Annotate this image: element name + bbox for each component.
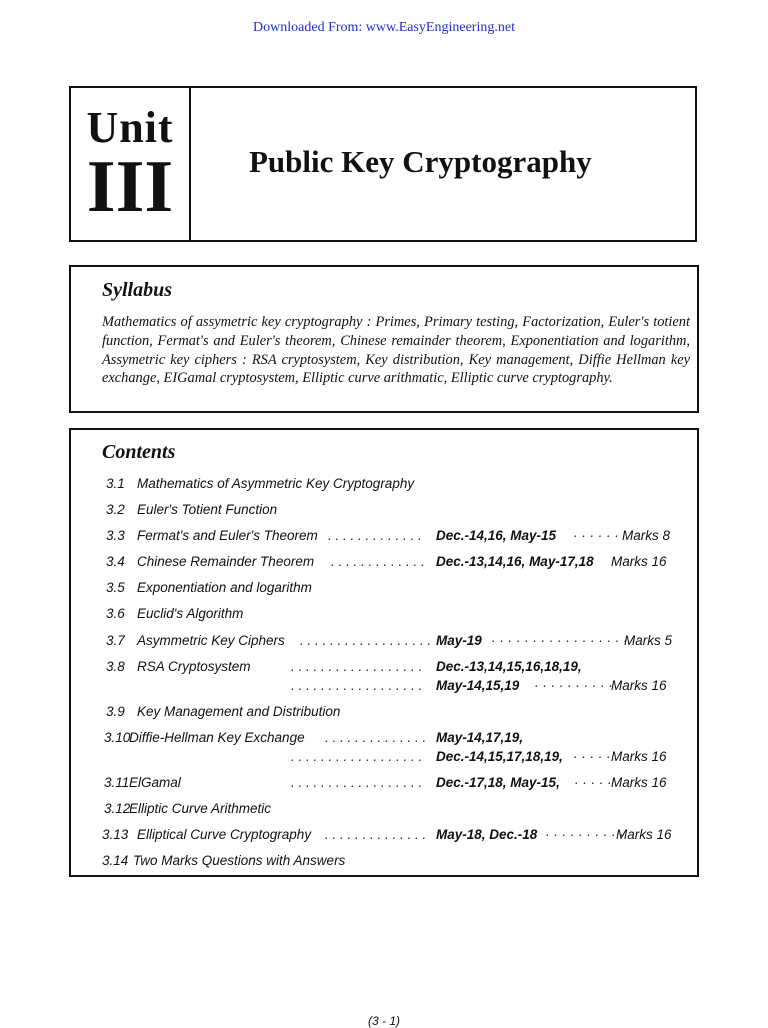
toc-leader-dots: . . . . . . . . . . . . . .: [325, 730, 427, 745]
toc-leader-dots: . . . . . . . . . . . . . .: [325, 827, 427, 842]
toc-marks: Marks 16: [611, 678, 667, 693]
toc-title: Asymmetric Key Ciphers: [137, 633, 285, 648]
toc-number: 3.4: [106, 554, 125, 569]
toc-title: Elliptic Curve Arithmetic: [129, 801, 272, 816]
toc-title: RSA Cryptosystem: [137, 659, 251, 674]
toc-item[interactable]: [71, 633, 697, 651]
toc-number: 3.1: [106, 476, 125, 491]
toc-number: 3.14: [102, 853, 129, 868]
toc-title: Elliptical Curve Cryptography: [137, 827, 312, 842]
toc-title: Mathematics of Asymmetric Key Cryptography: [137, 476, 415, 491]
toc-exam-dates: Dec.-14,15,17,18,19,: [436, 749, 563, 764]
toc-title: Fermat's and Euler's Theorem: [137, 528, 318, 543]
toc-item[interactable]: [71, 704, 697, 722]
toc-number: 3.9: [106, 704, 125, 719]
toc-item[interactable]: [71, 580, 697, 598]
toc-marks: Marks 16: [611, 749, 667, 764]
toc-item[interactable]: [71, 554, 697, 572]
unit-number: III: [86, 146, 174, 228]
toc-trailing-dots: · · · · · ·: [573, 528, 619, 543]
toc-item[interactable]: [71, 775, 697, 793]
toc-exam-dates: Dec.-13,14,15,16,18,19,: [436, 659, 582, 674]
unit-title-box: [69, 86, 697, 242]
toc-exam-dates: Dec.-13,14,16, May-17,18: [436, 554, 594, 569]
toc-trailing-dots: · · · · ·: [573, 749, 611, 764]
toc-title: Euler's Totient Function: [137, 502, 278, 517]
toc-title: Diffie-Hellman Key Exchange: [129, 730, 305, 745]
toc-title: Two Marks Questions with Answers: [133, 853, 346, 868]
toc-leader-dots: . . . . . . . . . . . . .: [331, 554, 425, 569]
syllabus-box: [69, 265, 699, 413]
toc-title: ElGamal: [129, 775, 181, 790]
unit-label-panel: [71, 88, 191, 240]
toc-title: Chinese Remainder Theorem: [137, 554, 315, 569]
toc-marks: Marks 16: [616, 827, 672, 842]
toc-exam-dates: May-18, Dec.-18: [436, 827, 538, 842]
toc-number: 3.2: [106, 502, 125, 517]
toc-marks: Marks 5: [624, 633, 673, 648]
toc-exam-dates: Dec.-17,18, May-15,: [436, 775, 560, 790]
toc-trailing-dots: · · · · · · · · · ·: [534, 678, 613, 693]
download-source-link[interactable]: Downloaded From: www.EasyEngineering.net: [253, 20, 515, 35]
toc-marks: Marks 16: [611, 554, 667, 569]
toc-item[interactable]: [71, 659, 697, 677]
toc-item[interactable]: [71, 801, 697, 819]
toc-item[interactable]: [71, 606, 697, 624]
toc-exam-dates: May-19: [436, 633, 482, 648]
toc-leader-dots: . . . . . . . . . . . . . . . . . .: [291, 659, 423, 674]
toc-item[interactable]: [71, 827, 697, 845]
toc-title: Key Management and Distribution: [137, 704, 341, 719]
toc-item-continuation: [71, 749, 697, 767]
toc-item[interactable]: [71, 528, 697, 546]
toc-leader-dots: . . . . . . . . . . . . . . . . . .: [291, 678, 423, 693]
toc-trailing-dots: · · · · ·: [574, 775, 612, 790]
toc-number: 3.11: [104, 775, 130, 790]
toc-number: 3.8: [106, 659, 125, 674]
toc-trailing-dots: · · · · · · · · · ·: [545, 827, 624, 842]
toc-number: 3.13: [102, 827, 129, 842]
toc-item[interactable]: [71, 476, 697, 494]
toc-title: Euclid's Algorithm: [137, 606, 244, 621]
toc-exam-dates: May-14,15,19: [436, 678, 520, 693]
toc-item[interactable]: [71, 730, 697, 748]
toc-item-continuation: [71, 678, 697, 696]
toc-item[interactable]: [71, 502, 697, 520]
toc-marks: Marks 16: [611, 775, 667, 790]
toc-title: Exponentiation and logarithm: [137, 580, 312, 595]
contents-box: [69, 428, 699, 877]
toc-leader-dots: . . . . . . . . . . . . .: [328, 528, 422, 543]
unit-label: Unit: [86, 103, 174, 152]
toc-number: 3.7: [106, 633, 125, 648]
toc-marks: Marks 8: [622, 528, 671, 543]
toc-number: 3.6: [106, 606, 125, 621]
syllabus-heading: Syllabus: [102, 279, 173, 301]
toc-number: 3.3: [106, 528, 125, 543]
syllabus-text: Mathematics of assymetric key cryptography : Primes, Primary testing, Factorization, Euler's totient function, Fermat's and Euler's theorem, Chinese remainder theorem, Exponentiation and logarithm, Assymetric key ciphers : RSA cryptosystem, Key distribution, Key management, Diffie Hellman key exchange, EIGamal cryptosystem, Elliptic curve arithmatic, Elliptic curve cryptography.: [102, 314, 690, 387]
toc-number: 3.12: [104, 801, 131, 816]
toc-item[interactable]: [71, 853, 697, 871]
toc-leader-dots: . . . . . . . . . . . . . . . . . .: [291, 775, 423, 790]
toc-leader-dots: . . . . . . . . . . . . . . . . . .: [291, 749, 423, 764]
toc-leader-dots: . . . . . . . . . . . . . . . . . .: [300, 633, 432, 648]
toc-number: 3.5: [106, 580, 125, 595]
unit-title: Public Key Cryptography: [249, 144, 592, 179]
page-number: (3 - 1): [367, 1014, 400, 1028]
toc-trailing-dots: · · · · · · · · · · · · · · · · · ·: [491, 633, 636, 648]
contents-heading: Contents: [102, 441, 176, 463]
toc-number: 3.10: [104, 730, 131, 745]
toc-exam-dates: May-14,17,19,: [436, 730, 524, 745]
toc-exam-dates: Dec.-14,16, May-15: [436, 528, 557, 543]
